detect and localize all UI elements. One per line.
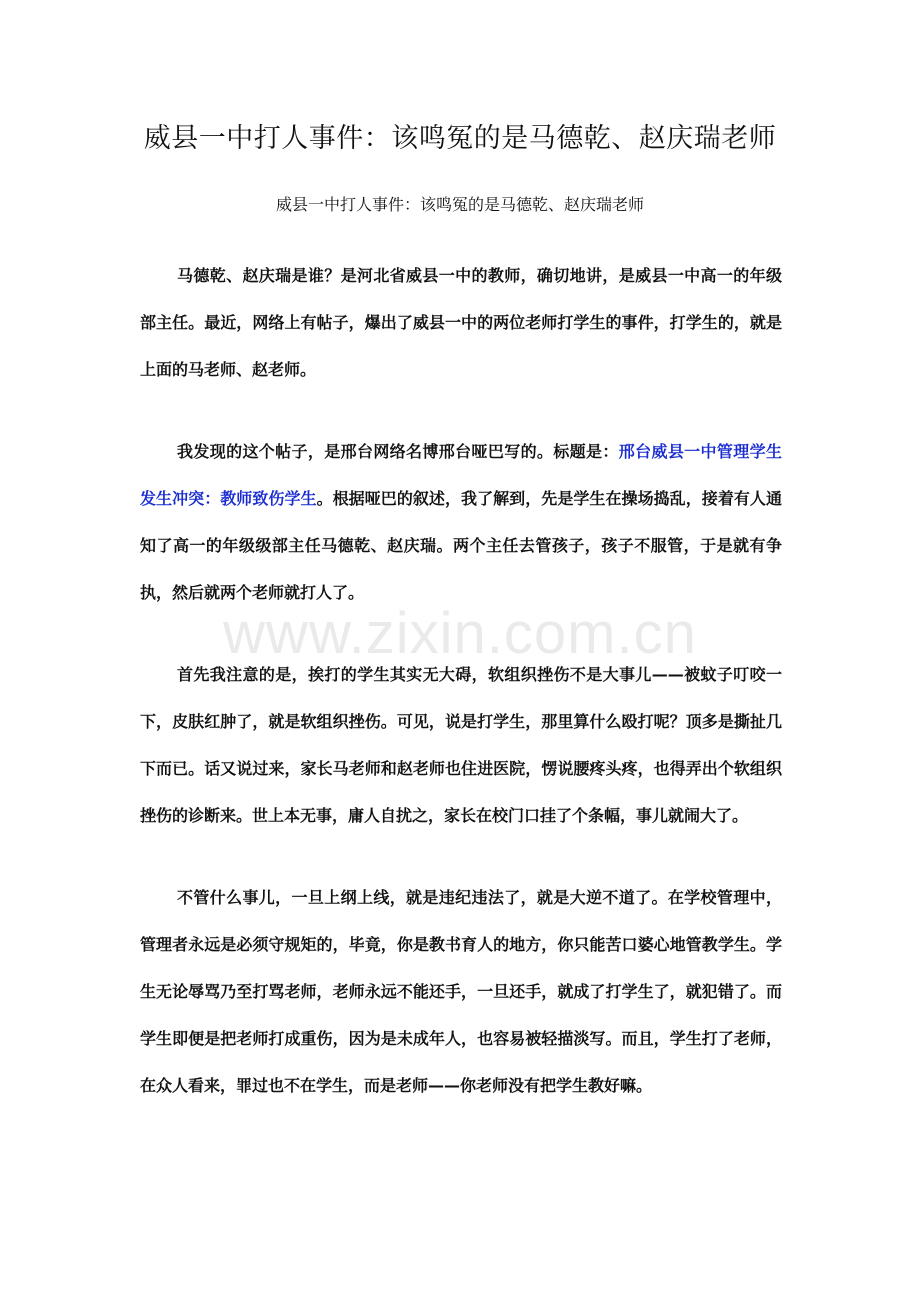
paragraph-3: 首先我注意的是，挨打的学生其实无大碍，软组织挫伤不是大事儿——被蚊子叮咬一下，皮肤红肿了，就是软组织挫伤。可见，说是打学生，那里算什么殴打呢？顶多是撕扯几下而已。话又说过来，家长马老师和赵老师也住进医院，愣说腰疼头疼，也得弄出个软组织挫伤的诊断来。世上本无事，庸人自扰之，家长在校门口挂了个条幅，事儿就闹大了。 [140, 665, 782, 825]
paragraph-2-rest: 。根据哑巴的叙述，我了解到，先是学生在操场捣乱，接着有人通知了高一的年级级部主任马德乾、赵庆瑞。两个主任去管孩子，孩子不服管，于是就有争执，然后就两个老师就打人了。 [140, 489, 782, 602]
paragraph-4: 不管什么事儿，一旦上纲上线，就是违纪违法了，就是大逆不道了。在学校管理中，管理者永远是必须守规矩的，毕竟，你是教书育人的地方，你只能苦口婆心地管教学生。学生无论辱骂乃至打骂老师，老师永远不能还手，一旦还手，就成了打学生了，就犯错了。而学生即便是把老师打成重伤，因为是未成年人，也容易被轻描淡写。而且，学生打了老师，在众人看来，罪过也不在学生，而是老师——你老师没有把学生教好嘛。 [140, 888, 782, 1095]
paragraph-2 [140, 428, 782, 616]
paragraph-1: 马德乾、赵庆瑞是谁？是河北省威县一中的教师，确切地讲，是威县一中高一的年级部主任。最近，网络上有帖子，爆出了威县一中的两位老师打学生的事件，打学生的，就是上面的马老师、赵老师。 [140, 266, 782, 379]
document-title: 威县一中打人事件：该鸣冤的是马德乾、赵庆瑞老师 [143, 123, 777, 154]
post-title-link[interactable]: 邢台威县一中管理学生发生冲突：教师致伤学生 [140, 442, 782, 508]
document-subtitle: 威县一中打人事件：该鸣冤的是马德乾、赵庆瑞老师 [275, 195, 644, 214]
paragraph-2-intro: 我发现的这个帖子，是邢台网络名博邢台哑巴写的。标题是： [177, 442, 619, 461]
article-body [140, 252, 782, 1144]
site-watermark: www.zixin.com.cn [223, 601, 697, 666]
